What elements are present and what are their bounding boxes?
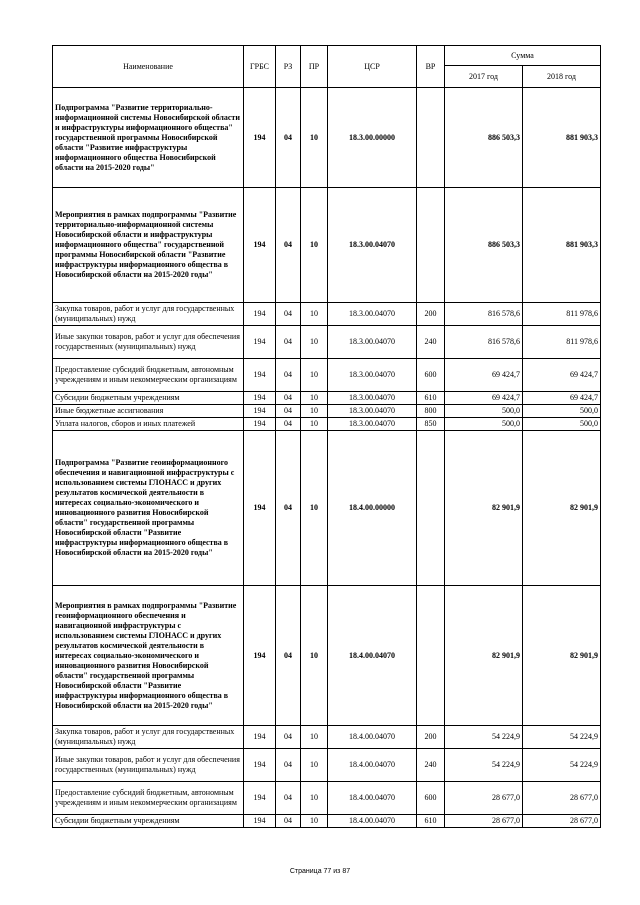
row-rz: 04: [276, 418, 301, 431]
row-rz: 04: [276, 586, 301, 726]
header-grbs: ГРБС: [244, 46, 276, 88]
row-vr: [417, 88, 445, 188]
row-rz: 04: [276, 431, 301, 586]
row-grbs: 194: [244, 418, 276, 431]
row-name: Закупка товаров, работ и услуг для государственных (муниципальных) нужд: [53, 726, 244, 749]
row-name: Закупка товаров, работ и услуг для государственных (муниципальных) нужд: [53, 303, 244, 326]
row-pr: 10: [301, 188, 328, 303]
row-csr: 18.3.00.00000: [328, 88, 417, 188]
row-rz: 04: [276, 359, 301, 392]
row-grbs: 194: [244, 431, 276, 586]
header-vr: ВР: [417, 46, 445, 88]
row-pr: 10: [301, 88, 328, 188]
header-year-2017: 2017 год: [445, 66, 523, 88]
row-rz: 04: [276, 782, 301, 815]
row-grbs: 194: [244, 726, 276, 749]
row-csr: 18.3.00.04070: [328, 326, 417, 359]
header-pr: ПР: [301, 46, 328, 88]
row-csr: 18.4.00.04070: [328, 749, 417, 782]
row-sum-2018: 69 424,7: [523, 359, 601, 392]
table-row: [53, 586, 601, 726]
row-sum-2018: 69 424,7: [523, 392, 601, 405]
row-csr: 18.4.00.04070: [328, 726, 417, 749]
row-name: Иные закупки товаров, работ и услуг для обеспечения государственных (муниципальных) нужд: [53, 749, 244, 782]
header-sum: Сумма: [445, 46, 601, 66]
row-rz: 04: [276, 88, 301, 188]
table-row: [53, 303, 601, 326]
row-sum-2017: 886 503,3: [445, 88, 523, 188]
header-csr: ЦСР: [328, 46, 417, 88]
row-pr: 10: [301, 303, 328, 326]
row-vr: 610: [417, 392, 445, 405]
row-name: Уплата налогов, сборов и иных платежей: [53, 418, 244, 431]
row-csr: 18.4.00.00000: [328, 431, 417, 586]
row-sum-2017: 500,0: [445, 405, 523, 418]
row-vr: [417, 431, 445, 586]
row-name: Подпрограмма "Развитие территориально-информационной системы Новосибирской области и инфраструктуры информационного общества" государственной программы Новосибирской области "Развитие инфраструктуры информационного общества Новосибирской области на 2015-2020 годы": [53, 88, 244, 188]
row-csr: 18.4.00.04070: [328, 815, 417, 828]
row-rz: 04: [276, 303, 301, 326]
row-sum-2017: 54 224,9: [445, 749, 523, 782]
table-row: [53, 188, 601, 303]
row-rz: 04: [276, 749, 301, 782]
row-rz: 04: [276, 188, 301, 303]
row-csr: 18.3.00.04070: [328, 359, 417, 392]
row-pr: 10: [301, 431, 328, 586]
table-row: [53, 815, 601, 828]
row-pr: 10: [301, 586, 328, 726]
row-sum-2018: 500,0: [523, 405, 601, 418]
row-sum-2017: 69 424,7: [445, 392, 523, 405]
row-vr: 240: [417, 326, 445, 359]
table-row: [53, 726, 601, 749]
row-vr: [417, 188, 445, 303]
row-vr: 600: [417, 359, 445, 392]
row-pr: 10: [301, 326, 328, 359]
row-sum-2017: 28 677,0: [445, 815, 523, 828]
row-sum-2017: 500,0: [445, 418, 523, 431]
row-grbs: 194: [244, 88, 276, 188]
row-vr: 850: [417, 418, 445, 431]
table-row: [53, 418, 601, 431]
row-grbs: 194: [244, 392, 276, 405]
row-csr: 18.3.00.04070: [328, 405, 417, 418]
table-row: [53, 326, 601, 359]
row-pr: 10: [301, 749, 328, 782]
row-vr: 800: [417, 405, 445, 418]
row-vr: 610: [417, 815, 445, 828]
row-sum-2017: 54 224,9: [445, 726, 523, 749]
row-name: Иные бюджетные ассигнования: [53, 405, 244, 418]
budget-table: [52, 45, 601, 828]
row-pr: 10: [301, 405, 328, 418]
row-name: Предоставление субсидий бюджетным, автономным учреждениям и иным некоммерческим организациям: [53, 359, 244, 392]
table-row: [53, 359, 601, 392]
row-sum-2017: 82 901,9: [445, 431, 523, 586]
row-sum-2018: 82 901,9: [523, 586, 601, 726]
row-csr: 18.3.00.04070: [328, 392, 417, 405]
row-vr: 200: [417, 726, 445, 749]
row-sum-2018: 54 224,9: [523, 749, 601, 782]
row-grbs: 194: [244, 782, 276, 815]
row-grbs: 194: [244, 303, 276, 326]
row-sum-2017: 886 503,3: [445, 188, 523, 303]
row-rz: 04: [276, 815, 301, 828]
row-grbs: 194: [244, 326, 276, 359]
row-csr: 18.4.00.04070: [328, 782, 417, 815]
row-grbs: 194: [244, 188, 276, 303]
row-pr: 10: [301, 815, 328, 828]
row-sum-2017: 816 578,6: [445, 303, 523, 326]
row-sum-2018: 881 903,3: [523, 88, 601, 188]
table-row: [53, 392, 601, 405]
row-sum-2017: 82 901,9: [445, 586, 523, 726]
row-sum-2017: 28 677,0: [445, 782, 523, 815]
row-vr: 240: [417, 749, 445, 782]
row-sum-2018: 811 978,6: [523, 303, 601, 326]
table-row: [53, 431, 601, 586]
row-sum-2018: 811 978,6: [523, 326, 601, 359]
header-year-2018: 2018 год: [523, 66, 601, 88]
row-name: Иные закупки товаров, работ и услуг для обеспечения государственных (муниципальных) нужд: [53, 326, 244, 359]
row-name: Подпрограмма "Развитие геоинформационного обеспечения и навигационной инфраструктуры с использованием системы ГЛОНАСС и других результатов космической деятельности в интересах социально-экономического и инновационного развития Новосибирской области" государственной программы Новосибирской области "Развитие инфраструктуры информационного общества в Новосибирской области на 2015-2020 годы": [53, 431, 244, 586]
row-csr: 18.4.00.04070: [328, 586, 417, 726]
table-row: [53, 88, 601, 188]
table-row: [53, 782, 601, 815]
row-name: Субсидии бюджетным учреждениям: [53, 815, 244, 828]
header-rz: РЗ: [276, 46, 301, 88]
row-pr: 10: [301, 726, 328, 749]
table-row: [53, 405, 601, 418]
row-sum-2017: 816 578,6: [445, 326, 523, 359]
row-sum-2018: 82 901,9: [523, 431, 601, 586]
row-pr: 10: [301, 359, 328, 392]
row-csr: 18.3.00.04070: [328, 418, 417, 431]
row-sum-2018: 28 677,0: [523, 782, 601, 815]
row-rz: 04: [276, 726, 301, 749]
row-name: Мероприятия в рамках подпрограммы "Развитие геоинформационного обеспечения и навигационной инфраструктуры с использованием системы ГЛОНАСС и других результатов космической деятельности в интересах социально-экономического и инновационного развития Новосибирской области" государственной программы Новосибирской области "Развитие инфраструктуры информационного общества в Новосибирской области на 2015-2020 годы": [53, 586, 244, 726]
row-sum-2017: 69 424,7: [445, 359, 523, 392]
row-name: Мероприятия в рамках подпрограммы "Развитие территориально-информационной системы Новосибирской области и инфраструктуры информационного общества" государственной программы Новосибирской области "Развитие инфраструктуры информационного общества в Новосибирской области на 2015-2020 годы": [53, 188, 244, 303]
row-vr: [417, 586, 445, 726]
row-pr: 10: [301, 782, 328, 815]
row-sum-2018: 500,0: [523, 418, 601, 431]
row-grbs: 194: [244, 586, 276, 726]
row-vr: 600: [417, 782, 445, 815]
row-grbs: 194: [244, 749, 276, 782]
row-grbs: 194: [244, 359, 276, 392]
table-row: [53, 749, 601, 782]
row-grbs: 194: [244, 405, 276, 418]
row-vr: 200: [417, 303, 445, 326]
row-name: Субсидии бюджетным учреждениям: [53, 392, 244, 405]
table-body: [53, 88, 601, 828]
row-sum-2018: 881 903,3: [523, 188, 601, 303]
row-rz: 04: [276, 405, 301, 418]
header-name: Наименование: [53, 46, 244, 88]
row-rz: 04: [276, 326, 301, 359]
row-grbs: 194: [244, 815, 276, 828]
row-csr: 18.3.00.04070: [328, 188, 417, 303]
row-rz: 04: [276, 392, 301, 405]
row-pr: 10: [301, 418, 328, 431]
page-footer: Страница 77 из 87: [289, 868, 351, 875]
row-name: Предоставление субсидий бюджетным, автономным учреждениям и иным некоммерческим организациям: [53, 782, 244, 815]
row-pr: 10: [301, 392, 328, 405]
row-csr: 18.3.00.04070: [328, 303, 417, 326]
row-sum-2018: 28 677,0: [523, 815, 601, 828]
row-sum-2018: 54 224,9: [523, 726, 601, 749]
